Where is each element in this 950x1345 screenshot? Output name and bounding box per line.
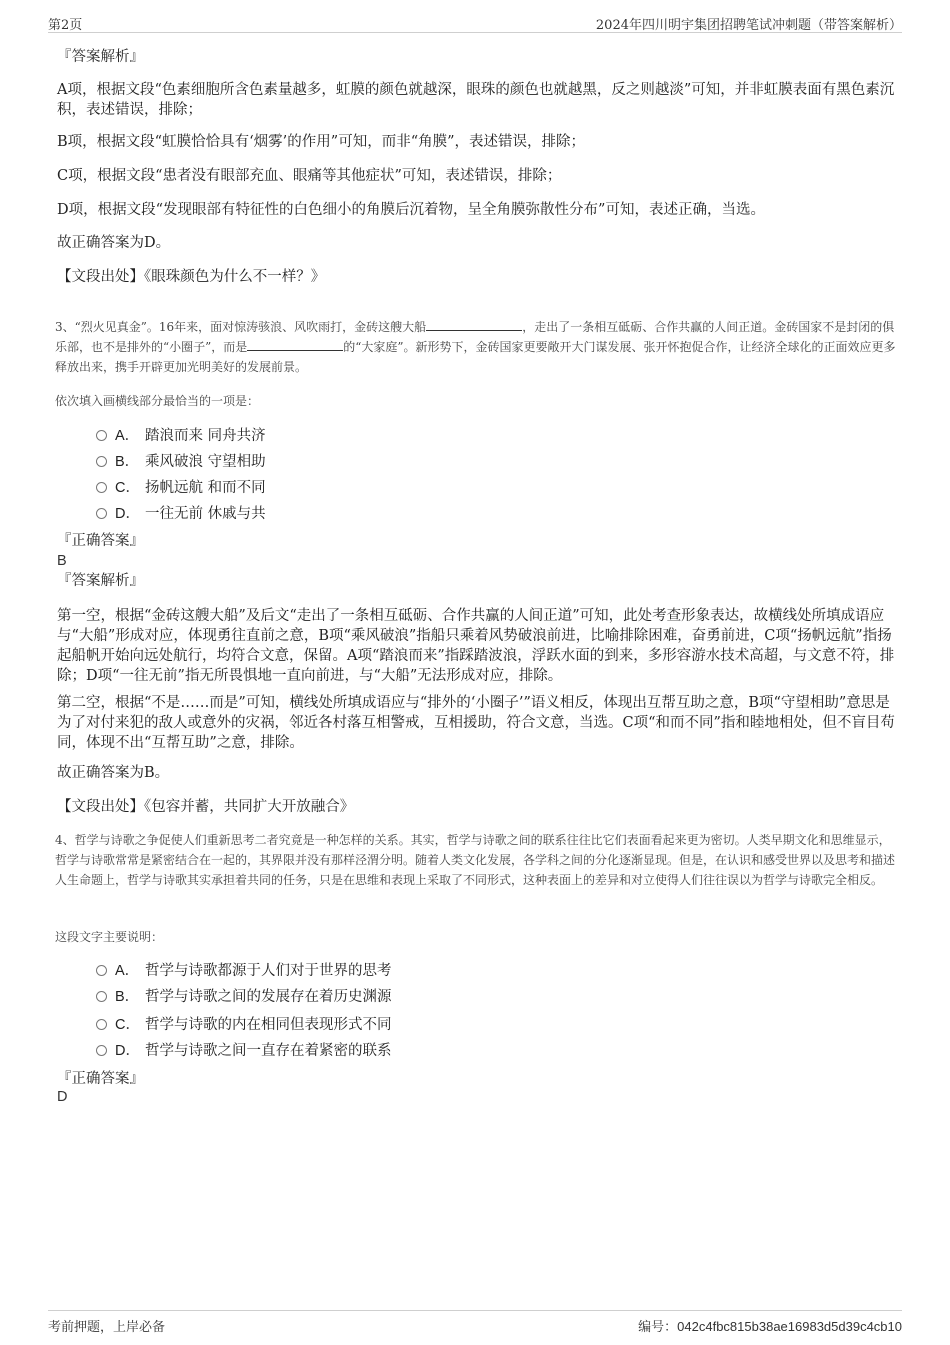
q4-prompt: 这段文字主要说明： [55, 930, 164, 944]
radio-icon[interactable] [96, 1019, 107, 1030]
radio-icon[interactable] [96, 456, 107, 467]
q3-answer-line: 故正确答案为B。 [57, 765, 170, 781]
q3-blank-2 [247, 338, 343, 351]
page-number: 第2页 [48, 18, 83, 33]
radio-icon[interactable] [96, 1045, 107, 1056]
q3-correct-value: B [57, 553, 67, 569]
q2-analysis-b: B项，根据文段“虹膜恰恰具有‘烟雾’的作用”可知，而非“角膜”，表述错误，排除； [57, 134, 586, 150]
q3-analysis-1: 第一空，根据“金砖这艘大船”及后文“走出了一条相互砥砺、合作共赢的人间正道”可知，此处考查形象表达，故横线处所填成语应与“大船”形成对应，体现勇往直前之意，B项“乘风破浪”指船只乘着风势破浪前进，比喻排除困难，奋勇前进，C项“扬帆远航”指扬起船帆开始向远处航行，均符合文意，保留。A项“踏浪而来”指踩踏波浪，浮跃水面的到来，多形容游水技术高超，与文意不符，排除；D项“一往无前”指无所畏惧地一直向前进，与“大船”无法形成对应，排除。 [57, 608, 895, 684]
q2-analysis-d: D项，根据文段“发现眼部有特征性的白色细小的角膜后沉着物，呈全角膜弥散性分布”可知，表述正确，当选。 [57, 202, 765, 218]
q4-correct-label: 『正确答案』 [57, 1071, 144, 1087]
radio-icon[interactable] [96, 482, 107, 493]
footer-code: 编号：042c4fbc815b38ae16983d5d39c4cb10 [638, 1319, 902, 1335]
q2-analysis-c: C项，根据文段“患者没有眼部充血、眼痛等其他症状”可知，表述错误，排除； [57, 168, 562, 184]
q3-analysis-2: 第二空，根据“不是……而是”可知，横线处所填成语应与“排外的‘小圈子’”语义相反，体现出互帮互助之意，B项“守望相助”意思是为了对付来犯的敌人或意外的灾祸，邻近各村落互相警戒，互相援助，符合文意，当选。C项“和而不同”指和睦地相处，但不盲目苟同，体现不出“互帮互助”之意，排除。 [57, 695, 895, 751]
q4-correct-value: D [57, 1089, 68, 1105]
page-header [48, 14, 902, 33]
q3-option-c[interactable]: C． 扬帆远航 和而不同 [96, 477, 266, 499]
q3-analysis-label: 『答案解析』 [57, 573, 144, 589]
radio-icon[interactable] [96, 991, 107, 1002]
document-title: 2024年四川明宇集团招聘笔试冲刺题（带答案解析） [595, 18, 902, 33]
q2-analysis-a: A项，根据文段“色素细胞所含色素量越多，虹膜的颜色就越深，眼珠的颜色也就越黑，反之则越淡”可知，并非虹膜表面有黑色素沉积，表述错误，排除； [57, 82, 895, 118]
q3-source: 【文段出处】《包容并蓄，共同扩大开放融合》 [57, 799, 355, 815]
radio-icon[interactable] [96, 965, 107, 976]
q4-option-b[interactable]: B． 哲学与诗歌之间的发展存在着历史渊源 [96, 986, 392, 1008]
q3-prompt: 依次填入画横线部分最恰当的一项是： [55, 394, 260, 408]
q2-analysis-label: 『答案解析』 [57, 49, 144, 65]
q3-option-a[interactable]: A． 踏浪而来 同舟共济 [96, 425, 266, 447]
q4-stem: 4、哲学与诗歌之争促使人们重新思考二者究竟是一种怎样的关系。其实，哲学与诗歌之间的联系往往比它们表面看起来更为密切。人类早期文化和思维显示，哲学与诗歌常常是紧密结合在一起的，其界限并没有那样泾渭分明。随着人类文化发展，各学科之间的分化逐渐显现。但是，在认识和感受世界以及思考和描述人生命题上，哲学与诗歌其实承担着共同的任务，只是在思维和表现上采取了不同形式，这种表面上的差异和对立使得人们往往误以为哲学与诗歌完全相反。 [55, 833, 896, 887]
q4-option-d[interactable]: D． 哲学与诗歌之间一直存在着紧密的联系 [96, 1040, 392, 1062]
page-footer [48, 1310, 902, 1333]
q3-correct-label: 『正确答案』 [57, 533, 144, 549]
radio-icon[interactable] [96, 508, 107, 519]
q4-option-a[interactable]: A． 哲学与诗歌都源于人们对于世界的思考 [96, 960, 392, 982]
q3-blank-1 [426, 318, 522, 331]
q4-option-c[interactable]: C． 哲学与诗歌的内在相同但表现形式不同 [96, 1014, 392, 1036]
q2-answer-line: 故正确答案为D。 [57, 235, 171, 251]
footer-slogan: 考前押题，上岸必备 [48, 1320, 166, 1335]
q3-option-d[interactable]: D． 一往无前 休戚与共 [96, 503, 266, 525]
q3-option-b[interactable]: B． 乘风破浪 守望相助 [96, 451, 266, 473]
q3-stem: 3、“烈火见真金”。16年来，面对惊涛骇浪、风吹雨打，金砖这艘大船 ，走出了一条相互砥砺、合作共赢的人间正道。金砖国家不是封闭的俱乐部，也不是排外的“小圈子”，而是 的“大家庭”。新形势下，金砖国家更要敞开大门谋发展、张开怀抱促合作，让经济全球化的正面效应更多释放出来，携手开辟更加光明美好的发展前景。 [55, 320, 896, 374]
radio-icon[interactable] [96, 430, 107, 441]
q2-source: 【文段出处】《眼珠颜色为什么不一样？》 [57, 269, 326, 285]
